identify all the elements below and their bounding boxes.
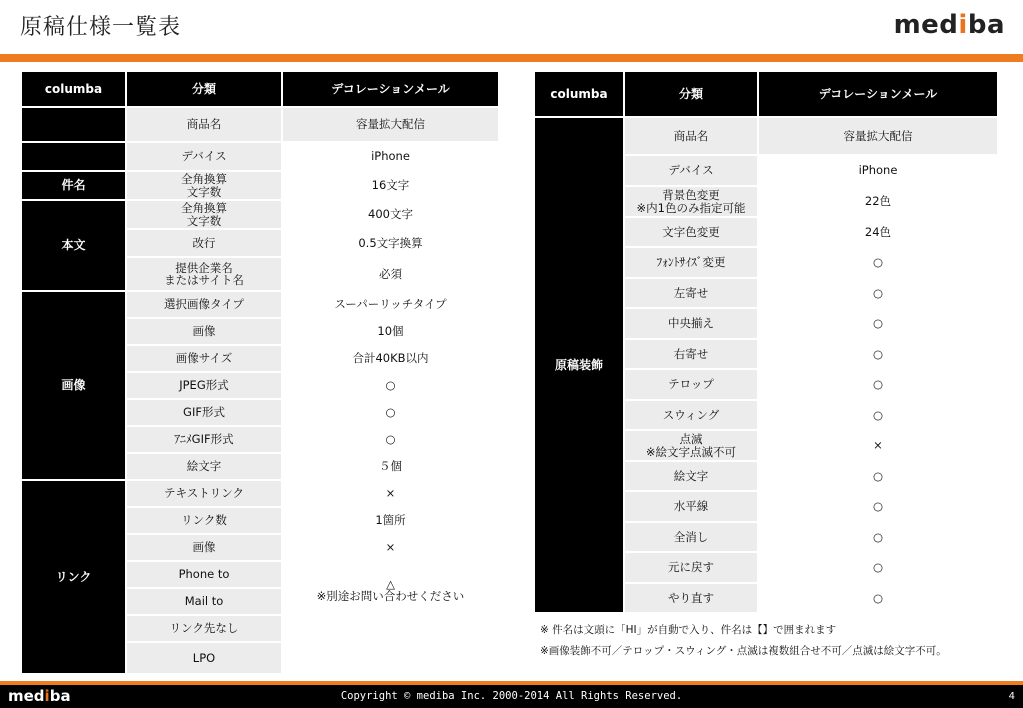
logo-text-part: med [893, 10, 959, 40]
item-cell: 絵文字 [126, 453, 282, 480]
value-cell: ○ [282, 399, 499, 426]
footnote: ※画像装飾不可／テロップ・スウィング・点滅は複数組合せ不可／点滅は絵文字不可。 [540, 645, 947, 657]
item-cell: 選択画像タイプ [126, 291, 282, 318]
value-cell: ○ [758, 308, 998, 339]
item-cell: 中央揃え [624, 308, 758, 339]
item-cell: LPO [126, 642, 282, 674]
category-cell: リンク [21, 480, 126, 674]
item-cell: 全角換算 文字数 [126, 200, 282, 229]
value-cell: 16文字 [282, 171, 499, 200]
footnote: ※ 件名は文頭に「HI」が自動で入り、件名は【】で囲まれます [540, 624, 837, 636]
item-cell: 絵文字 [624, 461, 758, 491]
value-cell: ○ [758, 278, 998, 308]
item-cell: リンク数 [126, 507, 282, 534]
value-cell: iPhone [758, 155, 998, 186]
item-cell: ｱﾆﾒGIF形式 [126, 426, 282, 453]
item-cell: 背景色変更 ※内1色のみ指定可能 [624, 186, 758, 217]
column-header: columba [21, 71, 126, 107]
value-cell: × [282, 480, 499, 507]
item-cell: JPEG形式 [126, 372, 282, 399]
item-cell: 全消し [624, 522, 758, 552]
item-cell: テキストリンク [126, 480, 282, 507]
copyright: Copyright © mediba Inc. 2000-2014 All Rights Reserved. [340, 690, 683, 702]
table-row [534, 117, 998, 155]
value-cell: × [282, 534, 499, 561]
column-header: デコレーションメール [758, 71, 998, 117]
column-header: 分類 [624, 71, 758, 117]
item-cell: Mail to [126, 588, 282, 615]
category-cell [21, 142, 126, 171]
left-spec-table [20, 70, 500, 675]
item-cell: 元に戻す [624, 552, 758, 583]
value-cell: ○ [758, 583, 998, 613]
value-cell: 1箇所 [282, 507, 499, 534]
item-cell: 画像 [126, 534, 282, 561]
table-row [21, 291, 499, 318]
column-header: columba [534, 71, 624, 117]
value-cell: 22色 [758, 186, 998, 217]
value-cell: 400文字 [282, 200, 499, 229]
value-cell: ○ [758, 369, 998, 400]
item-cell: 商品名 [126, 107, 282, 142]
mediba-logo [894, 10, 1005, 40]
item-cell: ﾌｫﾝﾄｻｲｽﾞ変更 [624, 247, 758, 278]
item-cell: 改行 [126, 229, 282, 257]
item-cell: 点滅 ※絵文字点滅不可 [624, 430, 758, 461]
table-row [21, 200, 499, 229]
category-cell: 画像 [21, 291, 126, 480]
value-cell: 容量拡大配信 [282, 107, 499, 142]
value-cell: iPhone [282, 142, 499, 171]
value-cell: ○ [758, 522, 998, 552]
item-cell: デバイス [126, 142, 282, 171]
category-cell: 件名 [21, 171, 126, 200]
column-header: デコレーションメール [282, 71, 499, 107]
table-row [21, 480, 499, 507]
page-title: 原稿仕様一覧表 [20, 15, 182, 40]
item-cell: 水平線 [624, 491, 758, 522]
value-cell: ○ [758, 247, 998, 278]
item-cell: 文字色変更 [624, 217, 758, 247]
value-cell: ○ [758, 339, 998, 369]
item-cell: 全角換算 文字数 [126, 171, 282, 200]
value-cell: ○ [282, 372, 499, 399]
item-cell: やり直す [624, 583, 758, 613]
value-cell: ○ [282, 426, 499, 453]
category-cell [21, 107, 126, 142]
item-cell: 左寄せ [624, 278, 758, 308]
value-cell: 容量拡大配信 [758, 117, 998, 155]
logo-highlight: i [44, 687, 50, 705]
page-number: 4 [1008, 691, 1015, 702]
table-row [21, 107, 499, 142]
value-cell: ５個 [282, 453, 499, 480]
value-cell: ○ [758, 400, 998, 430]
header-accent-bar [0, 54, 1023, 62]
table-row [21, 142, 499, 171]
value-cell: ○ [758, 491, 998, 522]
right-spec-table [533, 70, 999, 614]
item-cell: 画像サイズ [126, 345, 282, 372]
item-cell: GIF形式 [126, 399, 282, 426]
value-cell: △ ※別途お問い合わせください [282, 561, 499, 674]
value-cell: × [758, 430, 998, 461]
item-cell: スウィング [624, 400, 758, 430]
value-cell: 24色 [758, 217, 998, 247]
logo-text-part: med [8, 687, 45, 705]
item-cell: Phone to [126, 561, 282, 588]
value-cell: 0.5文字換算 [282, 229, 499, 257]
item-cell: デバイス [624, 155, 758, 186]
item-cell: テロップ [624, 369, 758, 400]
value-cell: 10個 [282, 318, 499, 345]
item-cell: 右寄せ [624, 339, 758, 369]
column-header: 分類 [126, 71, 282, 107]
table-row [21, 171, 499, 200]
category-cell: 原稿装飾 [534, 117, 624, 613]
item-cell: 商品名 [624, 117, 758, 155]
item-cell: 提供企業名 またはサイト名 [126, 257, 282, 291]
value-cell: ○ [758, 552, 998, 583]
footer [0, 685, 1023, 708]
value-cell: ○ [758, 461, 998, 491]
value-cell: 必須 [282, 257, 499, 291]
logo-highlight: i [958, 10, 968, 40]
category-cell: 本文 [21, 200, 126, 291]
value-cell: スーパーリッチタイプ [282, 291, 499, 318]
item-cell: 画像 [126, 318, 282, 345]
logo-text-part: ba [49, 687, 71, 705]
footnotes [540, 620, 947, 662]
logo-text-part: ba [967, 10, 1005, 40]
value-cell: 合計40KB以内 [282, 345, 499, 372]
item-cell: リンク先なし [126, 615, 282, 642]
